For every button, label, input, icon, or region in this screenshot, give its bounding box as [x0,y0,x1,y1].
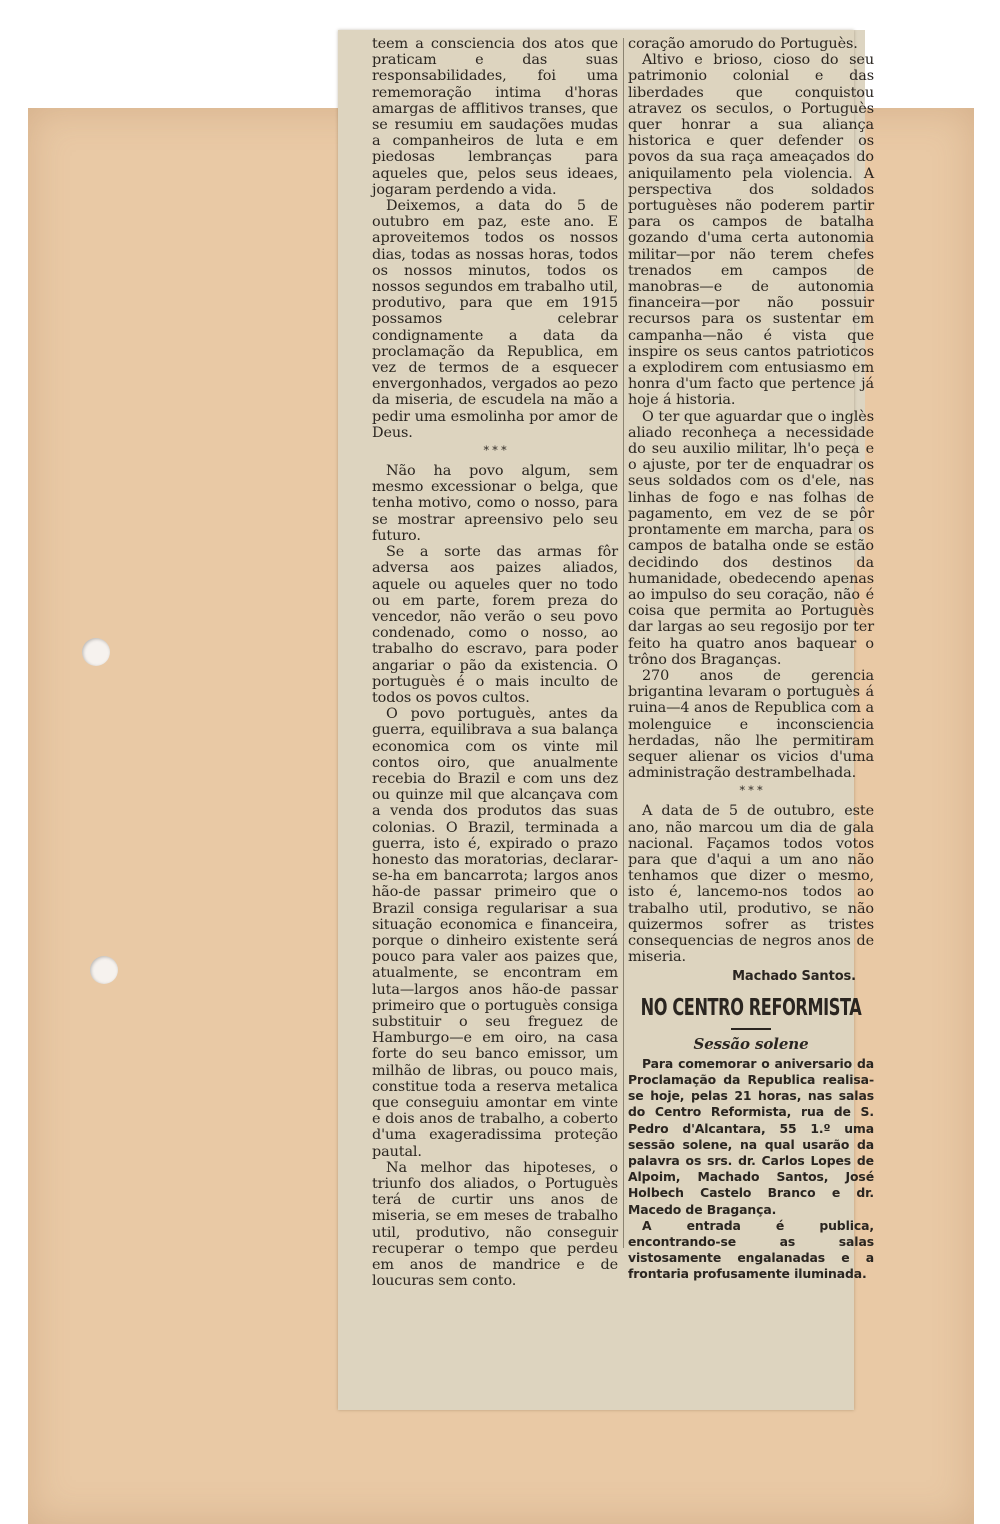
paragraph: O povo portuguès, antes da guerra, equilibrava a sua balança economica com os vinte mil contos oiro, que anualmente recebia do Brazil e com uns dez ou quinze mil que alcançava com a venda dos produtos das suas colonias. O Brazil, terminada a guerra, isto é, expirado o prazo honesto das moratorias, declarar-se-ha em bancarrota; largos anos hão-de passar primeiro que o Brazil consiga regularisar a sua situação economica e financeira, porque o dinheiro existente será pouco para valer aos paizes que, atualmente, se encontram em luta—largos anos hão-de passar primeiro que o portuguès consiga substituir o seu freguez de Hamburgo—e em oiro, na casa forte do seu banco emissor, um milhão de libras, ou pouco mais, constitue toda a reserva metalica que conseguiu amontar em vinte e dois anos de trabalho, a coberto d'uma exageradissima proteção pautal. [372,706,618,1160]
paragraph: Não ha povo algum, sem mesmo excessionar o belga, que tenha motivo, como o nosso, para se mostrar apreensivo pelo seu futuro. [372,463,618,544]
paragraph: coração amorudo do Portuguès. [628,36,858,52]
notice-paragraph: A entrada é publica, encontrando-se as salas vistosamente engalanadas e a frontaria profusamente iluminada. [628,1217,874,1282]
column-rule [623,38,624,1248]
section-separator: * * * [739,784,763,798]
right-column [628,36,874,1283]
section-separator: * * * [483,444,507,458]
subheadline: Sessão solene [693,1034,809,1053]
punch-hole [82,638,110,666]
paragraph: A data de 5 de outubro, este ano, não marcou um dia de gala nacional. Façamos todos votos para que d'aqui a um ano não tenhamos que dizer o mesmo, isto é, lancemo-nos todos ao trabalho util, produtivo, se não quizermos sofrer as tristes consequencias de negros anos de miseria. [628,803,874,966]
paragraph: Altivo e brioso, cioso do seu patrimonio colonial e das liberdades que conquistou atravez os seculos, o Portuguès quer honrar a sua aliança historica e quer defender os povos da sua raça ameaçados do aniquilamento pela violencia. A perspectiva dos soldados portuguèses não poderem partir para os campos de batalha gozando d'uma certa autonomia militar—por não terem chefes trenados em campos de manobras—e de autonomia financeira—por não possuir recursos para os sustentar em campanha—não é vista que inspire os seus cantos patrioticos a explodirem com entusiasmo em honra d'um facto que pertence já hoje á historia. [628,52,874,409]
punch-hole [90,956,118,984]
paragraph: Na melhor das hipoteses, o triunfo dos aliados, o Portuguès terá de curtir uns anos de miseria, se em meses de trabalho util, produtivo, não conseguir recuperar o tempo que perdeu em anos de mandrice e de loucuras sem conto. [372,1159,618,1290]
headline: NO CENTRO REFORMISTA [640,994,862,1021]
paragraph: O ter que aguardar que o inglès aliado reconheça a necessidade do seu auxilio militar, lh'o peça e o ajuste, por ter de enquadrar os seus soldados com os d'ele, nas linhas de fogo e nas folhas de pagamento, em vez de se pôr prontamente em marcha, para os campos de batalha onde se estão decidindo dos destinos da humanidade, obedecendo apenas ao impulso do seu coração, não é coisa que permita ao Portuguès dar largas ao seu regosijo por ter feito ha quatro anos baquear o trôno dos Braganças. [628,408,874,668]
paragraph: Deixemos, a data do 5 de outubro em paz, este ano. E aproveitemos todos os nossos dias, todas as nossas horas, todos os nossos minutos, todos os nossos segundos em trabalho util, produtivo, para que em 1915 possamos celebrar condignamente a data da proclamação da Republica, em vez de termos de a esquecer envergonhados, vergados ao pezo da miseria, de escudela na mão a pedir uma esmolinha por amor de Deus. [372,198,618,441]
notice-paragraph: Para comemorar o aniversario da Proclamação da Republica realisa-se hoje, pelas 21 horas, nas salas do Centro Reformista, rua de S. Pedro d'Alcantara, 55 1.º uma sessão solene, na qual usarão da palavra os srs. dr. Carlos Lopes de Alpoim, Machado Santos, José Holbech Castelo Branco e dr. Macedo de Bragança. [628,1055,874,1217]
left-column [372,36,618,1289]
paragraph: 270 anos de gerencia brigantina levaram o portuguès á ruina—4 anos de Republica com a molenguice e inconsciencia herdadas, não lhe permitiram sequer alienar os vicios d'uma administração destrambelhada. [628,667,874,782]
article-signature: Machado Santos. [732,969,856,985]
headline-rule [731,1028,771,1030]
paragraph: teem a consciencia dos atos que praticam e das suas responsabilidades, foi uma rememoração intima d'horas amargas de afflitivos transes, que se resumiu em saudações mudas a companheiros de luta e em piedosas lembranças para aqueles que, pelos seus ideaes, jogaram perdendo a vida. [372,36,618,198]
paragraph: Se a sorte das armas fôr adversa aos paizes aliados, aquele ou aqueles quer no todo ou em parte, forem preza do vencedor, não verão o seu povo condenado, como o nosso, ao trabalho do escravo, para poder angariar o pão da existencia. O portuguès é o mais inculto de todos os povos cultos. [372,544,618,706]
